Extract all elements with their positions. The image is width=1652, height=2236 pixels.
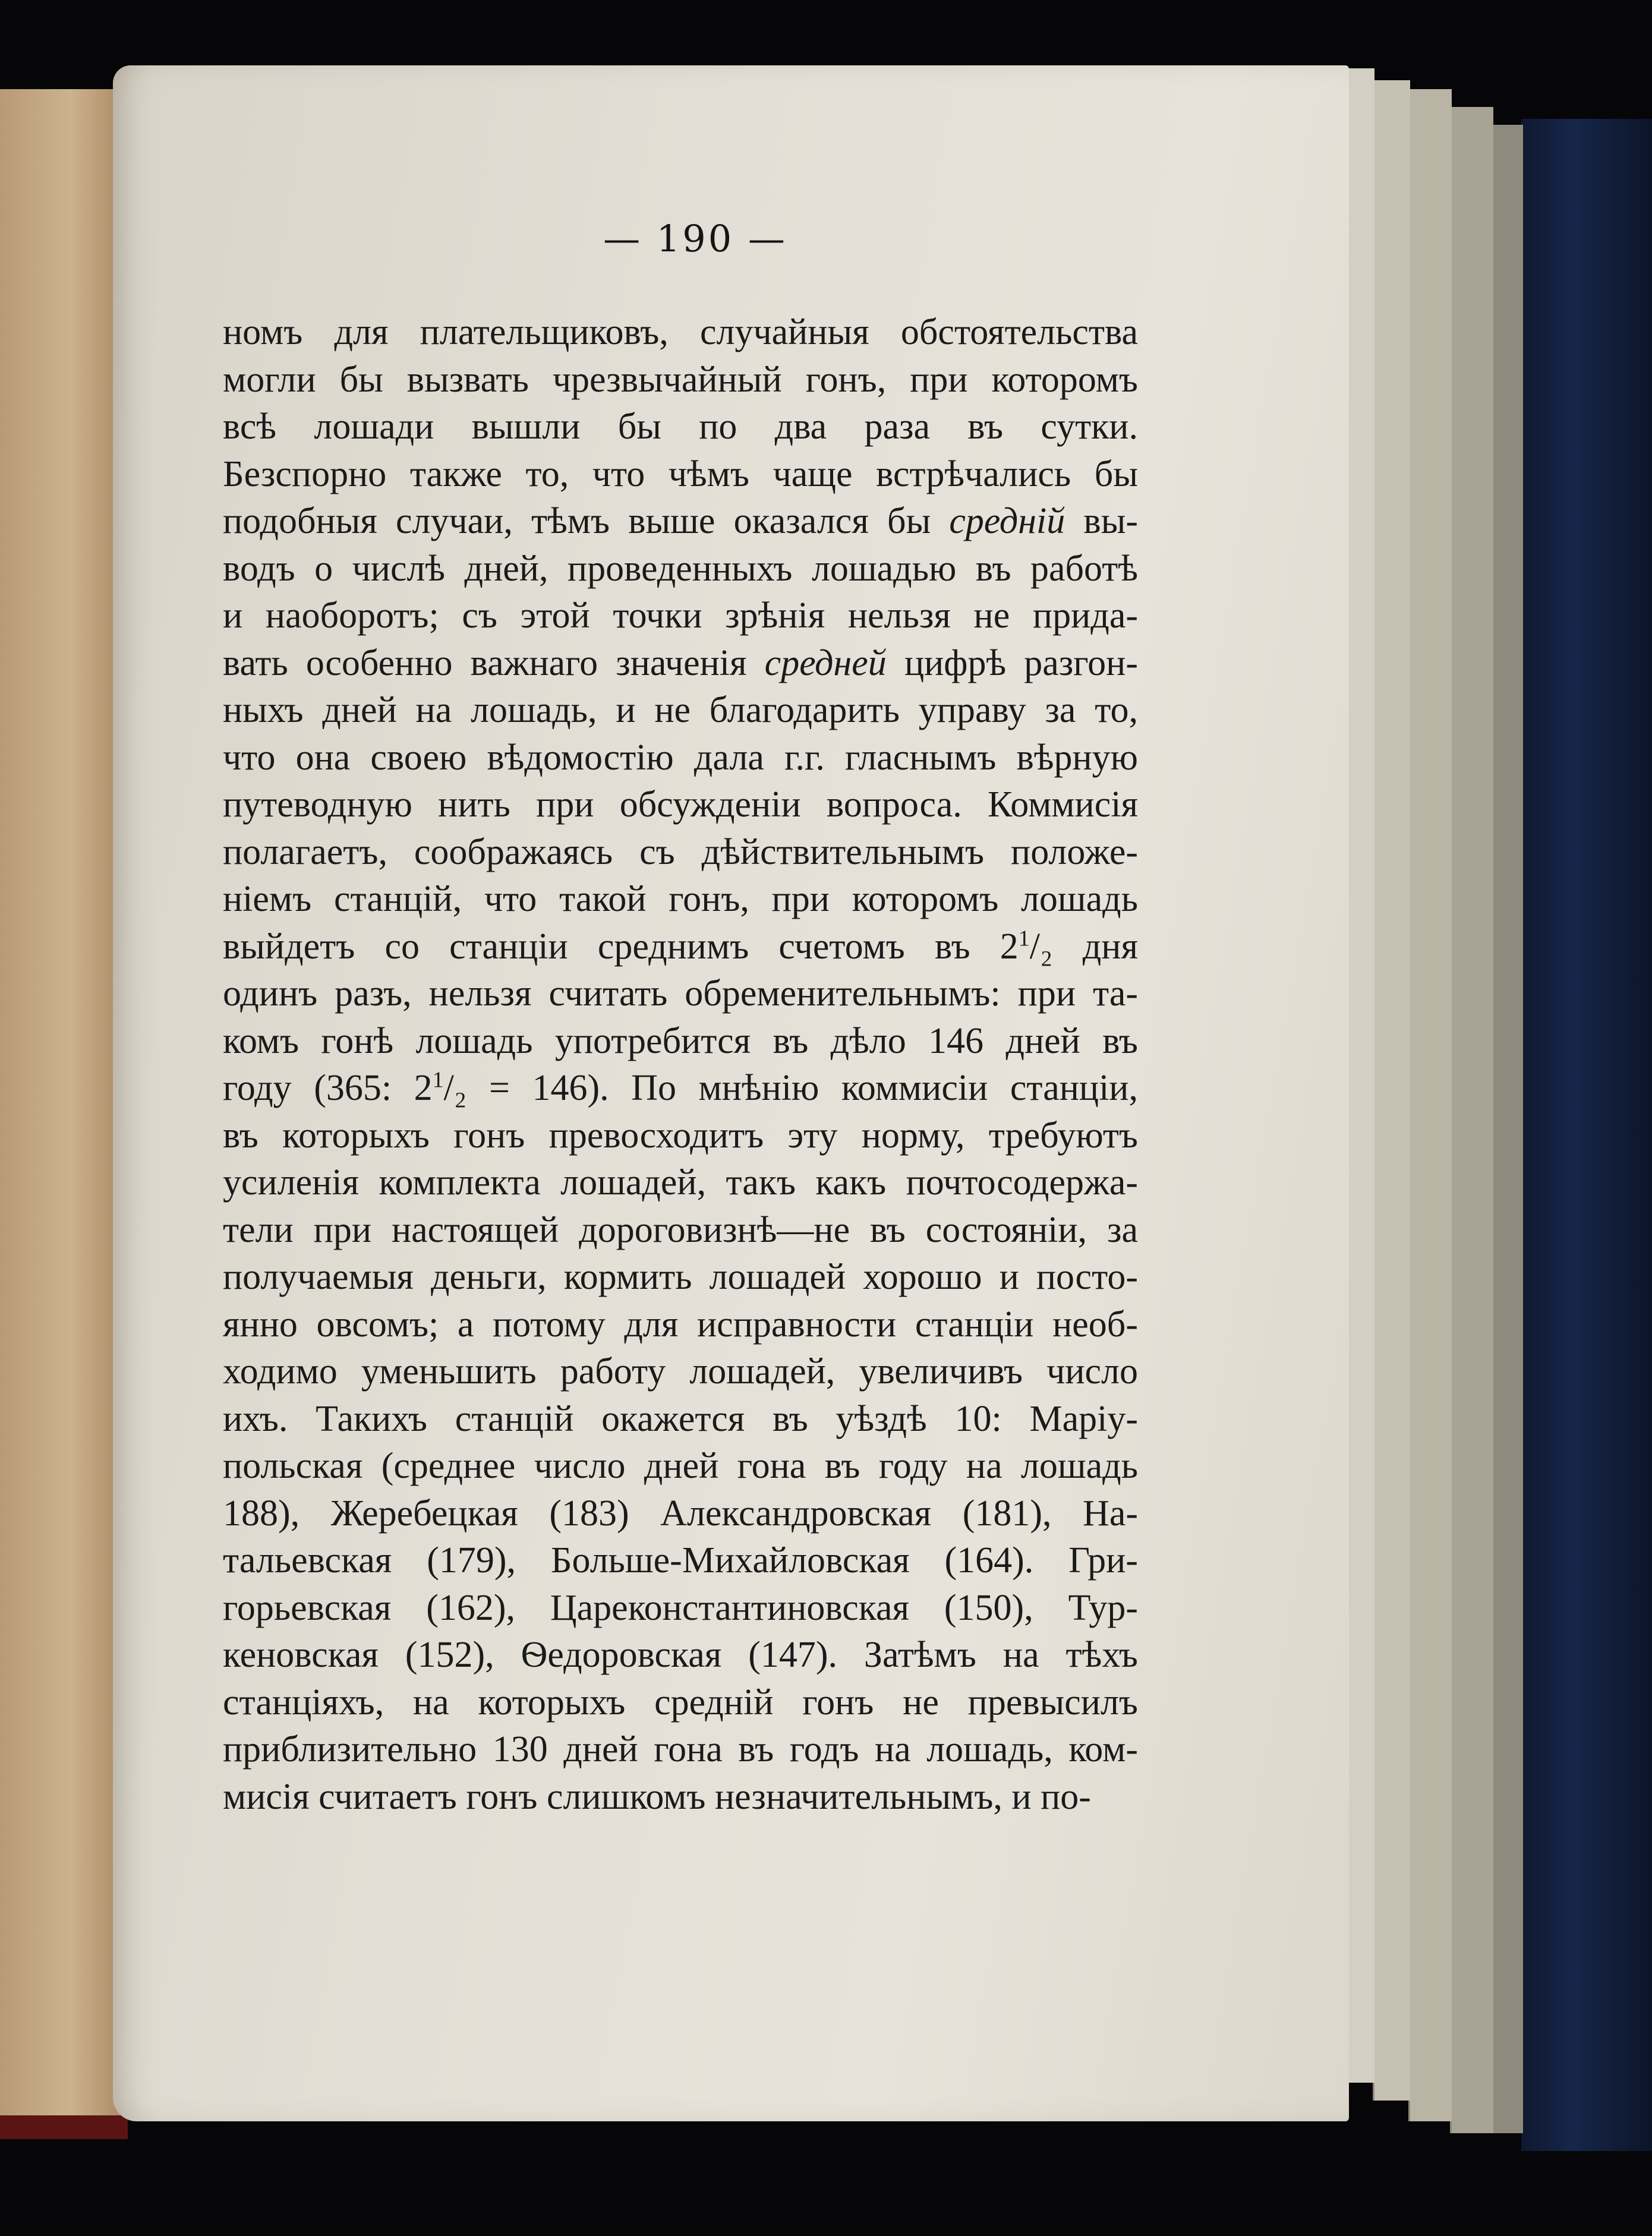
page-stack-edge: [1492, 125, 1523, 2133]
text-line: одинъ разъ, нельзя считать обременительнымъ: при та-: [223, 973, 1138, 1014]
text-line: могли бы вызвать чрезвычайный гонъ, при которомъ: [223, 359, 1138, 400]
text-line: тели при настоящей дороговизнѣ—не въ состояніи, за: [223, 1209, 1138, 1250]
page-body-text: [223, 309, 1138, 1821]
text-line: янно овсомъ; а потому для исправности станціи необ-: [223, 1304, 1138, 1345]
text-line: вать особенно важнаго значенія средней цифрѣ разгон-: [223, 642, 1138, 683]
text-line: усиленія комплекта лошадей, такъ какъ почтосодержа-: [223, 1162, 1138, 1203]
text-line: ихъ. Такихъ станцій окажется въ уѣздѣ 10: Маріу-: [223, 1398, 1138, 1439]
text-line: получаемыя деньги, кормить лошадей хорошо и посто-: [223, 1257, 1138, 1297]
text-line: въ которыхъ гонъ превосходитъ эту норму, требуютъ: [223, 1115, 1138, 1156]
page-stack-edge: [1408, 89, 1452, 2121]
text-line: кеновская (152), Ѳедоровская (147). Затѣмъ на тѣхъ: [223, 1635, 1138, 1675]
page-stack-edge: [1373, 80, 1410, 2101]
text-line: путеводную нить при обсужденіи вопроса. Коммисія: [223, 784, 1138, 825]
text-line: комъ гонѣ лошадь употребится въ дѣло 146 дней въ: [223, 1020, 1138, 1061]
text-line: полагаетъ, соображаясь съ дѣйствительнымъ положе-: [223, 831, 1138, 872]
text-line: всѣ лошади вышли бы по два раза въ сутки.: [223, 406, 1138, 447]
text-line: что она своею вѣдомостію дала г.г. гласнымъ вѣрную: [223, 737, 1138, 778]
text-line: водъ о числѣ дней, проведенныхъ лошадью въ работѣ: [223, 548, 1138, 589]
page-stack-edge: [1450, 107, 1493, 2133]
text-line: польская (среднее число дней гона въ году на лошадь: [223, 1446, 1138, 1486]
book-cover: [1521, 119, 1652, 2151]
page-number: — 190 —: [603, 217, 787, 260]
text-line: ныхъ дней на лошадь, и не благодарить управу за то,: [223, 690, 1138, 730]
text-line: Безспорно также то, что чѣмъ чаще встрѣчались бы: [223, 453, 1138, 494]
text-line: ніемъ станцій, что такой гонъ, при которомъ лошадь: [223, 879, 1138, 919]
text-line: станціяхъ, на которыхъ средній гонъ не превысилъ: [223, 1682, 1138, 1723]
text-line: выйдетъ со станціи среднимъ счетомъ въ $2^1/_2$ дня: [223, 925, 1138, 967]
text-line: и наоборотъ; съ этой точки зрѣнія нельзя не прида-: [223, 595, 1138, 636]
text-line: номъ для плательщиковъ, случайныя обстоятельства: [223, 312, 1138, 352]
text-line: тальевская (179), Больше-Михайловская (164). Гри-: [223, 1540, 1138, 1581]
previous-page-edge: [0, 2115, 128, 2139]
text-line: ходимо уменьшить работу лошадей, увеличивъ число: [223, 1351, 1138, 1392]
text-line: году (365: $2^1/_2 = 146$). По мнѣнію коммисіи станціи,: [223, 1067, 1138, 1108]
previous-page: [0, 89, 128, 2139]
text-line: мисія считаетъ гонъ слишкомъ незначительнымъ, и по-: [223, 1776, 1091, 1817]
text-line: горьевская (162), Цареконстантиновская (150), Тур-: [223, 1587, 1138, 1628]
text-line: подобныя случаи, тѣмъ выше оказался бы средній вы-: [223, 501, 1139, 541]
text-line: 188), Жеребецкая (183) Александровская (181), На-: [223, 1493, 1138, 1534]
text-line: приблизительно 130 дней гона въ годъ на лошадь, ком-: [223, 1729, 1138, 1770]
